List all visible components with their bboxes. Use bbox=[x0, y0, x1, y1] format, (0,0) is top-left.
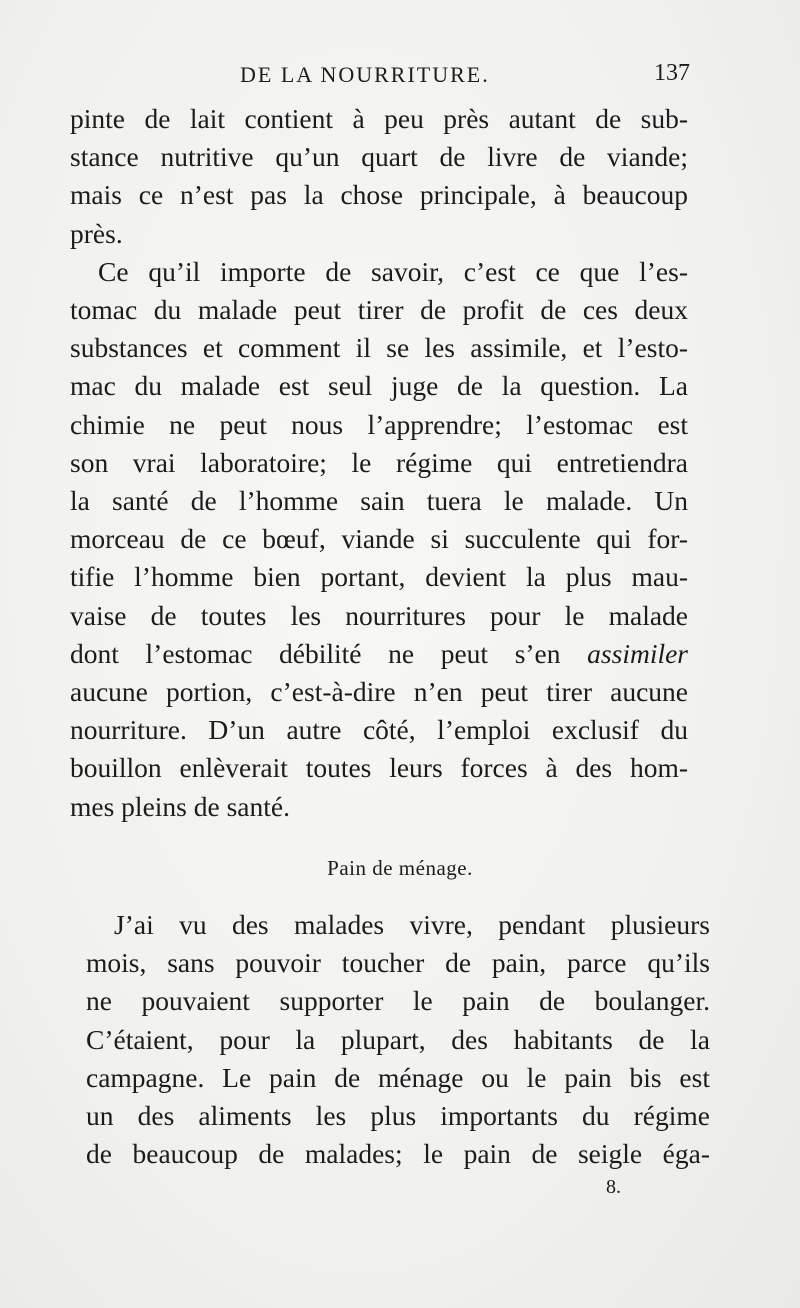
text-line: son vrai laboratoire; le régime qui entretiendra bbox=[70, 446, 688, 478]
text-line: mac du malade est seul juge de la question. La bbox=[70, 370, 688, 402]
page-number: 137 bbox=[654, 60, 690, 86]
text-line: campagne. Le pain de ménage ou le pain bis est bbox=[86, 1061, 710, 1093]
text-line: chimie ne peut nous l’apprendre; l’estomac est bbox=[70, 408, 688, 440]
text-line: Ce qu’il importe de savoir, c’est ce que l’es- bbox=[98, 255, 688, 287]
text-line: tifie l’homme bien portant, devient la plus mau- bbox=[70, 561, 688, 593]
text-line: un des aliments les plus importants du régime bbox=[86, 1100, 710, 1132]
italic-word: assimiler bbox=[587, 637, 689, 669]
text-line: substances et comment il se les assimile, et l’esto- bbox=[70, 332, 688, 364]
text-line: ne pouvaient supporter le pain de boulanger. bbox=[86, 985, 710, 1017]
text-line: nourriture. D’un autre côté, l’emploi exclusif du bbox=[70, 714, 688, 746]
body-text-upper bbox=[70, 100, 688, 826]
text-segment: dont l’estomac débilité ne peut s’en bbox=[70, 637, 561, 669]
text-line: vaise de toutes les nourritures pour le malade bbox=[70, 599, 688, 631]
text-line: la santé de l’homme sain tuera le malade. Un bbox=[70, 485, 688, 517]
body-text-lower bbox=[86, 906, 710, 1173]
page-header bbox=[70, 60, 690, 90]
text-line: mois, sans pouvoir toucher de pain, parce qu’ils bbox=[86, 947, 710, 979]
text-line: bouillon enlèverait toutes leurs forces à des hom- bbox=[70, 752, 688, 784]
text-line: de beaucoup de malades; le pain de seigle éga- bbox=[86, 1138, 710, 1170]
text-line: C’étaient, pour la plupart, des habitants de la bbox=[86, 1023, 710, 1055]
text-line: morceau de ce bœuf, viande si succulente qui for- bbox=[70, 523, 688, 555]
text-line: près. bbox=[70, 217, 123, 249]
text-line: stance nutritive qu’un quart de livre de viande; bbox=[70, 141, 688, 173]
signature-mark: 8. bbox=[606, 1176, 621, 1198]
text-line: aucune portion, c’est-à-dire n’en peut tirer aucune bbox=[70, 676, 688, 708]
section-heading: Pain de ménage. bbox=[327, 856, 473, 880]
text-line: mais ce n’est pas la chose principale, à beaucoup bbox=[70, 179, 688, 211]
text-line-with-italic bbox=[70, 635, 688, 673]
text-line: mes pleins de santé. bbox=[70, 790, 290, 822]
text-line: pinte de lait contient à peu près autant de sub- bbox=[70, 103, 688, 134]
running-title: DE LA NOURRITURE. bbox=[240, 62, 490, 87]
text-line: tomac du malade peut tirer de profit de ces deux bbox=[70, 294, 688, 326]
text-line: J’ai vu des malades vivre, pendant plusieurs bbox=[114, 909, 710, 940]
